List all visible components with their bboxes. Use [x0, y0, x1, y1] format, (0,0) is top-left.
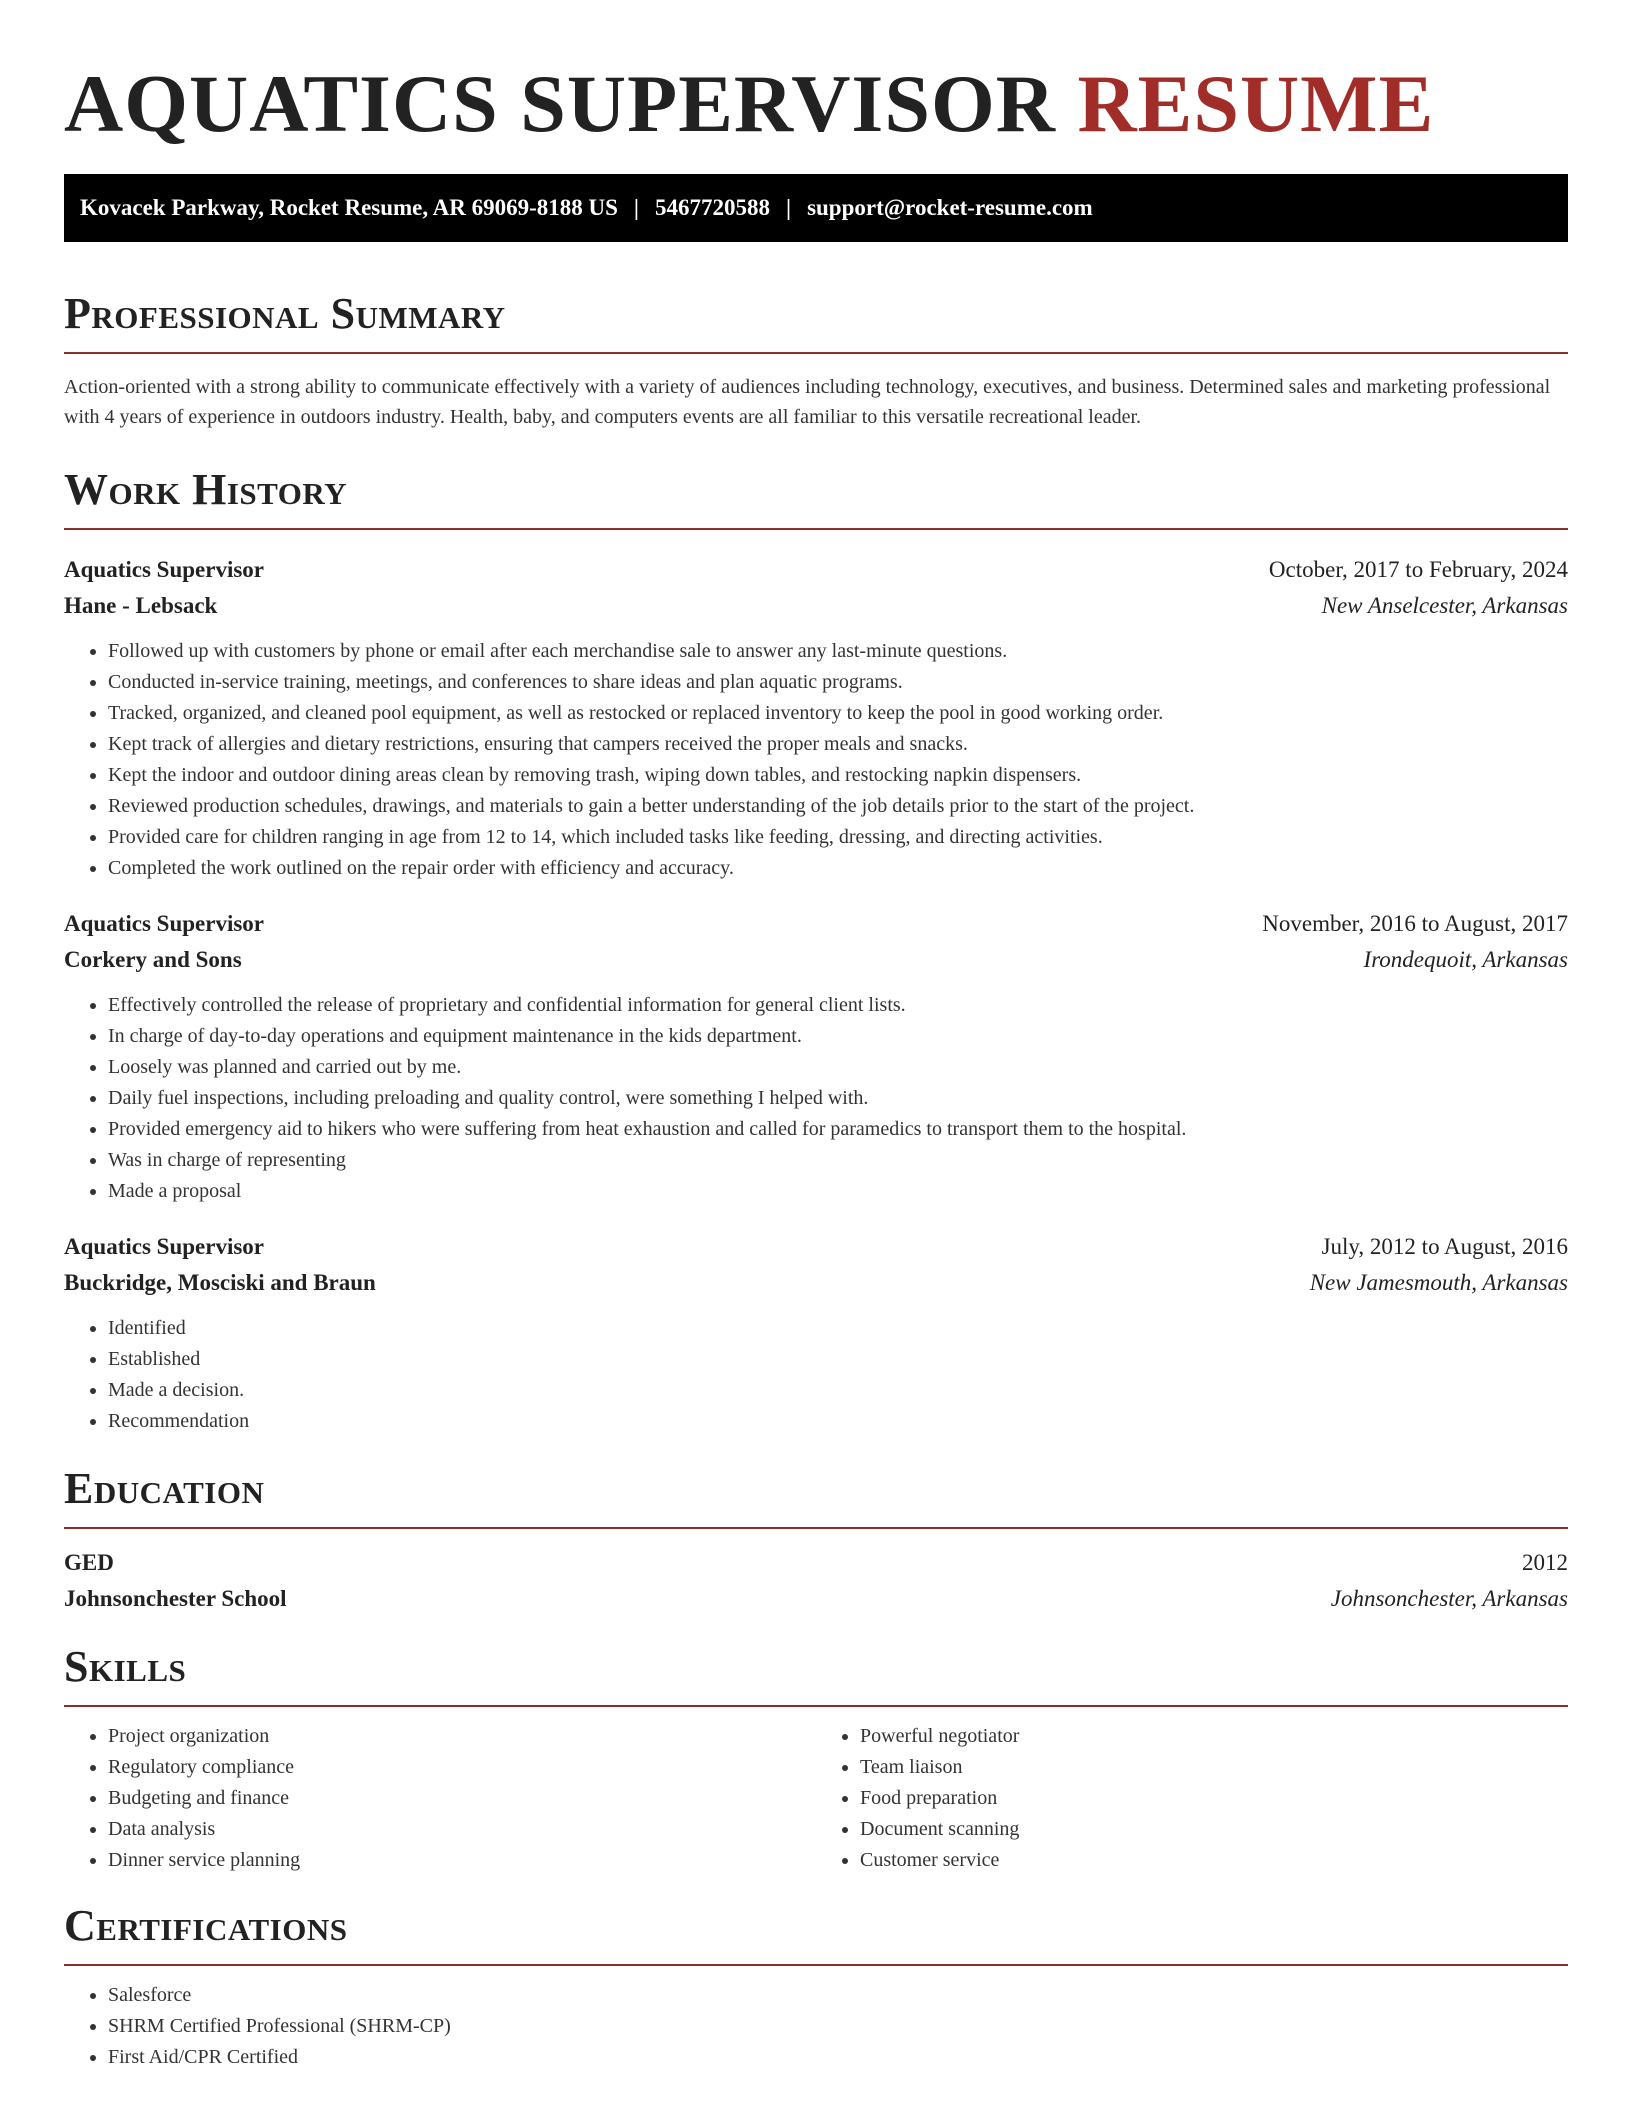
job-duty: • Loosely was planned and carried out by me. [108, 1052, 1568, 1083]
education-year: 2012 [1522, 1550, 1568, 1575]
job-entry [64, 552, 1568, 884]
job-duties-list [64, 990, 1568, 1207]
education-degree: GED [64, 1550, 114, 1575]
summary-heading: Professional Summary [64, 289, 506, 338]
skills-list [816, 1721, 1568, 1876]
contact-phone: 5467720588 [654, 195, 770, 220]
contact-email: support@rocket-resume.com [807, 195, 1093, 220]
contact-bar [64, 174, 1568, 242]
job-location: New Jamesmouth, Arkansas [1309, 1270, 1568, 1295]
job-entry [64, 1229, 1568, 1437]
job-company-row [64, 1265, 1568, 1301]
contact-separator: | [633, 195, 639, 220]
job-company: Hane - Lebsack [64, 593, 218, 618]
section-divider [64, 1527, 1568, 1529]
job-duty: • Followed up with customers by phone or email after each merchandise sale to answer any last-minute questions. [108, 636, 1568, 667]
job-duty: • Daily fuel inspections, including preloading and quality control, were something I helped with. [108, 1083, 1568, 1114]
job-company-row [64, 942, 1568, 978]
education-school: Johnsonchester School [64, 1586, 287, 1611]
job-company: Corkery and Sons [64, 947, 242, 972]
certification-item: • Salesforce [108, 1980, 1568, 2011]
work-history-section [64, 462, 1568, 1437]
education-location: Johnsonchester, Arkansas [1330, 1586, 1568, 1611]
skills-column-right [816, 1721, 1568, 1876]
skill-item: • Document scanning [860, 1814, 1568, 1845]
education-degree-row [64, 1545, 1568, 1581]
skills-list [64, 1721, 816, 1876]
skill-item: • Regulatory compliance [108, 1752, 816, 1783]
title-main: AQUATICS SUPERVISOR [64, 58, 1056, 149]
job-duty: • Reviewed production schedules, drawings, and materials to gain a better understanding of the job details prior to the start of the project. [108, 791, 1568, 822]
job-duty: • Conducted in-service training, meetings, and conferences to share ideas and plan aquatic programs. [108, 667, 1568, 698]
certifications-heading: Certifications [64, 1901, 348, 1950]
job-title-row [64, 1229, 1568, 1265]
job-duty: • Kept track of allergies and dietary restrictions, ensuring that campers received the proper meals and snacks. [108, 729, 1568, 760]
job-duty: • Tracked, organized, and cleaned pool equipment, as well as restocked or replaced inventory to keep the pool in good working order. [108, 698, 1568, 729]
summary-text: Action-oriented with a strong ability to communicate effectively with a variety of audiences including technology, executives, and business. Determined sales and marketing professional with 4 years of experience in outdoors industry. Health, baby, and computers events are all familiar to this versatile recreational leader. [64, 376, 1551, 428]
education-section [64, 1461, 1568, 1617]
skill-item: • Dinner service planning [108, 1845, 816, 1876]
job-duty: • In charge of day-to-day operations and equipment maintenance in the kids department. [108, 1021, 1568, 1052]
title-accent: RESUME [1077, 58, 1435, 149]
job-duty: • Recommendation [108, 1406, 1568, 1437]
job-title-row [64, 906, 1568, 942]
skill-item: • Team liaison [860, 1752, 1568, 1783]
page-title [64, 0, 1568, 154]
job-title-row [64, 552, 1568, 588]
education-entry [64, 1545, 1568, 1617]
skill-item: • Project organization [108, 1721, 816, 1752]
skills-columns [64, 1721, 1568, 1876]
job-location: Irondequoit, Arkansas [1363, 947, 1568, 972]
education-school-row [64, 1581, 1568, 1617]
job-duty: • Effectively controlled the release of proprietary and confidential information for general client lists. [108, 990, 1568, 1021]
skill-item: • Customer service [860, 1845, 1568, 1876]
job-dates: November, 2016 to August, 2017 [1262, 911, 1568, 936]
skills-heading: Skills [64, 1642, 187, 1691]
job-duty: • Kept the indoor and outdoor dining areas clean by removing trash, wiping down tables, and restocking napkin dispensers. [108, 760, 1568, 791]
section-divider [64, 1705, 1568, 1707]
skill-item: • Food preparation [860, 1783, 1568, 1814]
job-duty: • Completed the work outlined on the repair order with efficiency and accuracy. [108, 853, 1568, 884]
job-dates: October, 2017 to February, 2024 [1268, 557, 1568, 582]
certification-item: • First Aid/CPR Certified [108, 2042, 1568, 2073]
job-company-row [64, 588, 1568, 624]
section-divider [64, 1964, 1568, 1966]
job-title: Aquatics Supervisor [64, 1234, 264, 1259]
skills-section [64, 1639, 1568, 1876]
job-duty: • Made a proposal [108, 1176, 1568, 1207]
summary-section [64, 286, 1568, 432]
skill-item: • Budgeting and finance [108, 1783, 816, 1814]
work-history-heading: Work History [64, 465, 348, 514]
contact-address: Kovacek Parkway, Rocket Resume, AR 69069-8188 US [80, 195, 618, 220]
job-entry [64, 906, 1568, 1207]
job-duty: • Made a decision. [108, 1375, 1568, 1406]
job-title: Aquatics Supervisor [64, 911, 264, 936]
job-duty: • Provided emergency aid to hikers who were suffering from heat exhaustion and called for paramedics to transport them to the hospital. [108, 1114, 1568, 1145]
job-duty: • Established [108, 1344, 1568, 1375]
contact-separator: | [785, 195, 792, 220]
job-duties-list [64, 636, 1568, 884]
skills-column-left [64, 1721, 816, 1876]
job-duties-list [64, 1313, 1568, 1437]
certifications-section [64, 1898, 1568, 2073]
skill-item: • Data analysis [108, 1814, 816, 1845]
job-location: New Anselcester, Arkansas [1321, 593, 1568, 618]
job-duty: • Provided care for children ranging in age from 12 to 14, which included tasks like feeding, dressing, and directing activities. [108, 822, 1568, 853]
section-divider [64, 352, 1568, 354]
job-dates: July, 2012 to August, 2016 [1321, 1234, 1568, 1259]
certification-item: • SHRM Certified Professional (SHRM-CP) [108, 2011, 1568, 2042]
certifications-list [64, 1980, 1568, 2073]
job-duty: • Identified [108, 1313, 1568, 1344]
job-duty: • Was in charge of representing [108, 1145, 1568, 1176]
section-divider [64, 528, 1568, 530]
skill-item: • Powerful negotiator [860, 1721, 1568, 1752]
job-title: Aquatics Supervisor [64, 557, 264, 582]
education-heading: Education [64, 1464, 265, 1513]
job-company: Buckridge, Mosciski and Braun [64, 1270, 376, 1295]
